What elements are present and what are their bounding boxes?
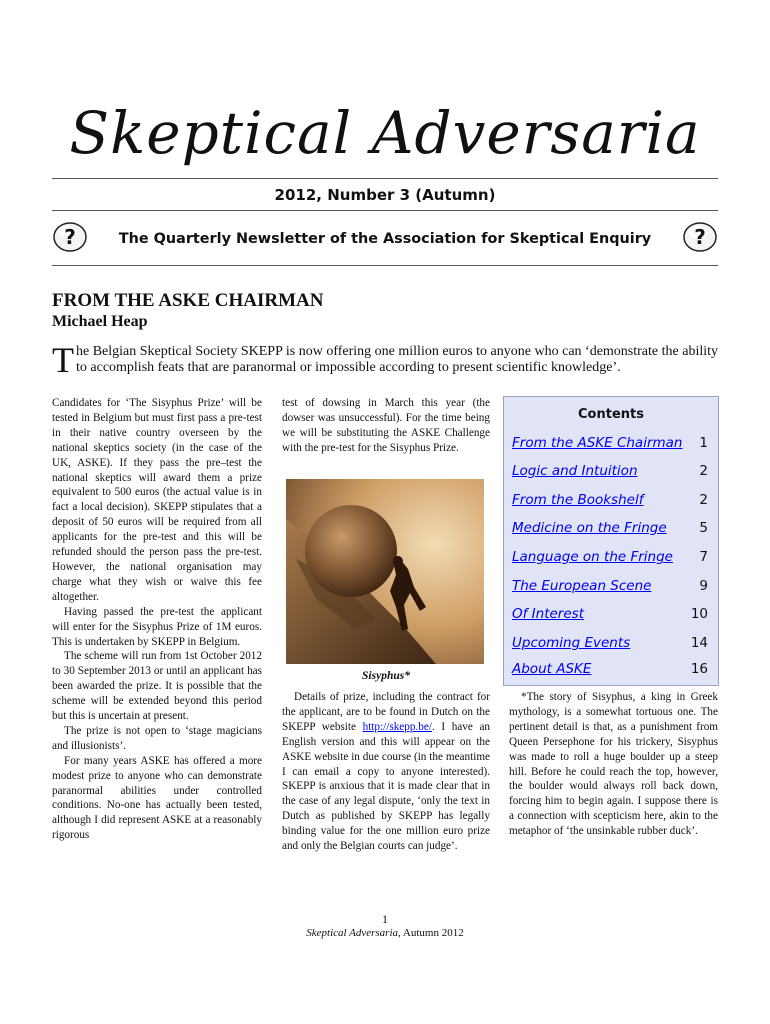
citation-title: Skeptical Adversaria	[306, 927, 399, 939]
citation-rest: , Autumn 2012	[398, 927, 464, 939]
toc-item-of-interest[interactable]	[512, 606, 710, 626]
article-headline: FROM THE ASKE CHAIRMAN	[52, 290, 324, 311]
toc-page: 16	[690, 661, 708, 677]
toc-item-from-the-bookshelf[interactable]	[512, 492, 710, 512]
masthead-title: Skeptical Adversaria	[69, 99, 701, 167]
toc-page: 1	[699, 435, 708, 451]
toc-page: 14	[690, 635, 708, 651]
toc-item-upcoming-events[interactable]	[512, 635, 710, 655]
toc-page: 10	[690, 606, 708, 622]
paragraph: The prize is not open to ‘stage magicians and illusionists’.	[52, 724, 262, 752]
toc-label[interactable]: From the Bookshelf	[512, 492, 644, 508]
masthead-rule-top	[52, 178, 718, 179]
toc-label[interactable]: Language on the Fringe	[512, 549, 673, 565]
toc-item-medicine-on-the-fringe[interactable]	[512, 520, 710, 540]
photo-caption: Sisyphus*	[362, 670, 410, 682]
paragraph-text: . I have an English version and this will appear on the ASKE website in due course (in the meantime I can email a copy to anyone interested). SKEPP is anxious that it is made clear that in the case of any legal dispute, ‘only the text in Dutch as published by SKEPP has legally binding value for the one million euro prize and only the Belgian courts can judge’.	[282, 720, 491, 853]
toc-label[interactable]: The European Scene	[512, 578, 652, 594]
toc-item-the-european-scene[interactable]	[512, 578, 710, 598]
paragraph: Candidates for ‘The Sisyphus Prize’ will be tested in Belgium but must first pass a pre-test in their native country overseen by the national skeptics society (in the case of the UK, ASKE). If they pass the pre–test the national skeptics will award them a prize equivalent to 500 euros (the actual value is in fact a local decision). SKEPP stipulates that a deposit of 50 euros will be required from all applicants for the pre-test and this will be refunded should the person pass the pre-test. However, the national organisation may charge what they wish or waive this fee altogether.	[52, 397, 262, 603]
footer-citation	[0, 927, 770, 939]
article-author: Michael Heap	[52, 313, 148, 330]
paragraph: The scheme will run from 1st October 2012 to 30 September 2013 or until an applicant has been awarded the prize. It is possible that the scheme will be extended beyond this period but this is uncertain at present.	[52, 650, 262, 723]
contents-title: Contents	[578, 407, 644, 422]
toc-item-about-aske[interactable]	[512, 661, 710, 681]
drop-cap: T	[52, 340, 74, 380]
svg-text:?: ?	[64, 225, 76, 249]
toc-label[interactable]: Logic and Intuition	[512, 463, 638, 479]
toc-page: 2	[699, 492, 708, 508]
paragraph-text: Details of prize, including the contract for the applicant, are to be found in Dutch on the SKEPP website	[282, 691, 490, 733]
masthead-rule-bottom	[52, 265, 718, 266]
footnote-column	[509, 690, 718, 839]
toc-label[interactable]: Upcoming Events	[512, 635, 631, 651]
lead-text: he Belgian Skeptical Society SKEPP is now offering one million euros to anyone who can ‘demonstrate the ability to accomplish feats that are paranormal or impossible according to present scientific knowledge’.	[76, 344, 718, 375]
question-mark-icon	[682, 220, 718, 254]
toc-page: 5	[699, 520, 708, 536]
sisyphus-photo	[286, 479, 484, 664]
paragraph	[282, 690, 490, 854]
paragraph: Having passed the pre-test the applicant will enter for the Sisyphus Prize of 1M euros. This is undertaken by SKEPP in Belgium.	[52, 605, 262, 648]
column-two-bottom	[282, 690, 490, 854]
issue-number: 2012, Number 3 (Autumn)	[274, 186, 496, 204]
toc-label[interactable]: From the ASKE Chairman	[512, 435, 683, 451]
page-number: 1	[382, 912, 388, 926]
tagline-row	[52, 220, 718, 260]
column-one	[52, 396, 262, 843]
toc-label[interactable]: About ASKE	[512, 661, 592, 677]
toc-page: 9	[699, 578, 708, 594]
tagline: The Quarterly Newsletter of the Association for Skeptical Enquiry	[118, 231, 652, 247]
toc-page: 2	[699, 463, 708, 479]
column-two-top	[282, 396, 490, 456]
article-lead	[52, 340, 718, 380]
masthead-rule-middle	[52, 210, 718, 211]
paragraph: test of dowsing in March this year (the dowser was unsuccessful). For the time being we will be substituting the ASKE Challenge with the pre-test for the Sisyphus Prize.	[282, 397, 490, 454]
contents-box	[503, 396, 719, 686]
toc-item-logic-and-intuition[interactable]	[512, 463, 710, 483]
toc-label[interactable]: Of Interest	[512, 606, 584, 622]
svg-text:?: ?	[694, 225, 706, 249]
toc-label[interactable]: Medicine on the Fringe	[512, 520, 667, 536]
toc-page: 7	[699, 549, 708, 565]
footnote: *The story of Sisyphus, a king in Greek mythology, is a somewhat tortuous one. The pertinent detail is that, as a punishment from Queen Persephone for his trickery, Sisyphus was made to roll a huge boulder up a steep hill. Before he could reach the top, however, the boulder would always roll back down, forcing him to begin again. I suppose there is a connection with scepticism here, akin to the metaphor of ‘the unsinkable rubber duck’.	[509, 691, 718, 838]
skepp-website-link[interactable]: http://skepp.be/	[362, 720, 432, 733]
toc-item-language-on-the-fringe[interactable]	[512, 549, 710, 569]
toc-item-from-the-aske-chairman[interactable]	[512, 435, 710, 455]
paragraph: For many years ASKE has offered a more modest prize to anyone who can demonstrate paranormal abilities under controlled conditions. No-one has actually been tested, although I did represent ASKE at a reasonably rigorous	[52, 754, 262, 842]
